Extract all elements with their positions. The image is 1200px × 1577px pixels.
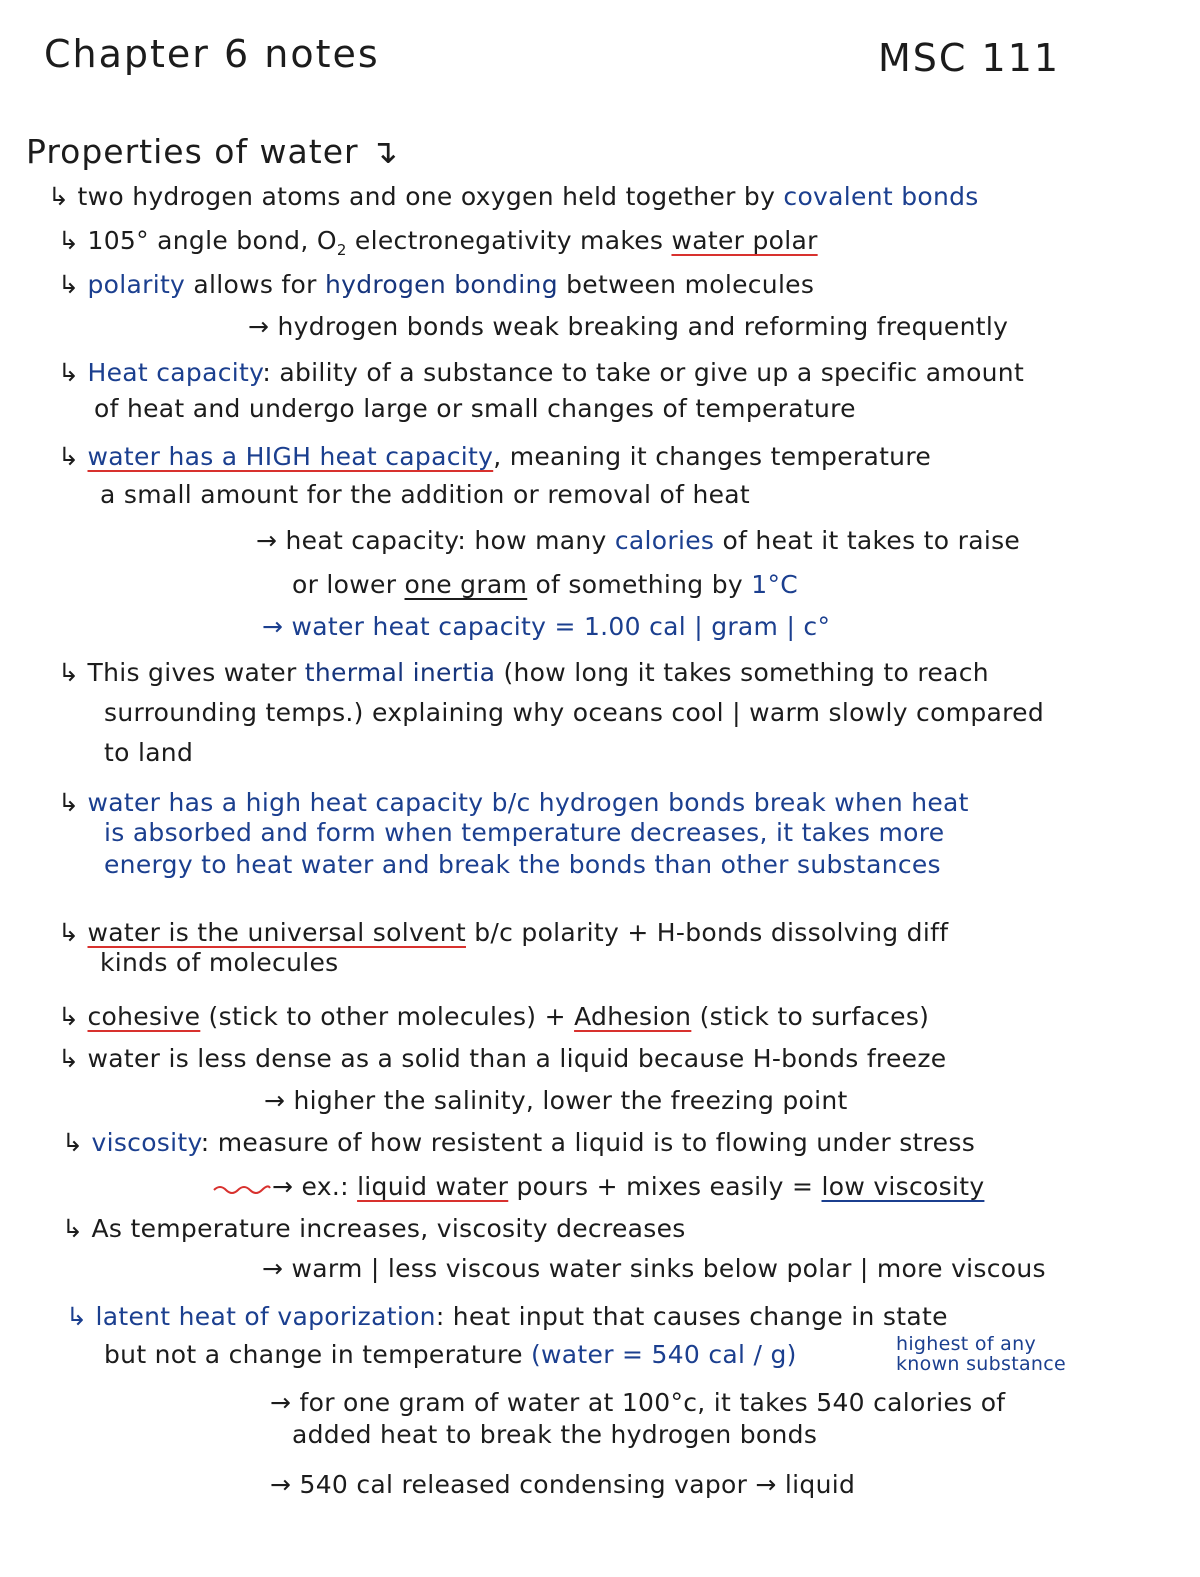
note-11-sub-text: ex.:: [301, 1172, 358, 1201]
note-2-highlight: water polar: [671, 226, 818, 255]
bullet-arrow-icon: ↳: [58, 358, 80, 387]
note-6-text-b: (how long it takes something to reach: [495, 658, 989, 687]
note-13-sub-2-text: 540 cal released condensing vapor: [299, 1470, 756, 1499]
bullet-arrow-icon: ↳: [62, 1214, 84, 1243]
down-arrow-icon: ↴: [370, 132, 399, 171]
note-13-sub-1: [270, 1388, 1005, 1418]
arrow-icon: →: [755, 1470, 777, 1499]
note-7-cont: is absorbed and form when temperature decreases, it takes more: [104, 818, 945, 847]
note-2-subscript: 2: [336, 241, 347, 259]
bullet-arrow-icon: ↳: [48, 182, 70, 211]
page-title: Chapter 6 notes: [44, 32, 380, 76]
note-13-sub-2: [270, 1470, 855, 1500]
note-4-text: : ability of a substance to take or give up a specific amount: [262, 358, 1025, 387]
note-2-text-b: electronegativity makes: [346, 226, 672, 255]
note-5-text: , meaning it changes temperature: [493, 442, 932, 471]
note-10: [58, 1044, 946, 1074]
section-heading-text: Properties of water: [26, 132, 359, 171]
note-13-sub-2-text-b: liquid: [776, 1470, 856, 1499]
note-5-cont: a small amount for the addition or removal of heat: [100, 480, 751, 509]
note-7: [58, 788, 969, 818]
note-9-term-cohesive: cohesive: [87, 1002, 201, 1031]
note-11-sub-highlight: low viscosity: [821, 1172, 985, 1201]
note-8: [58, 918, 948, 948]
note-1: [48, 182, 979, 212]
note-11-sub: [272, 1172, 984, 1202]
note-10-text: water is less dense as a solid than a liquid because H-bonds freeze: [87, 1044, 947, 1073]
arrow-icon: →: [256, 526, 278, 555]
note-12-text: As temperature increases, viscosity decreases: [91, 1214, 686, 1243]
note-9: [58, 1002, 929, 1032]
note-13: [66, 1302, 948, 1332]
note-5-sub-3-text: water heat capacity = 1.00 cal | gram | c°: [291, 612, 831, 641]
note-7-cont-2: energy to heat water and break the bonds than other substances: [104, 850, 941, 879]
note-13-sub-1-text: for one gram of water at 100°c, it takes 540 calories of: [299, 1388, 1006, 1417]
note-8-text: b/c polarity + H-bonds dissolving diff: [465, 918, 949, 947]
note-12: [62, 1214, 686, 1244]
bullet-arrow-icon: ↳: [62, 1128, 84, 1157]
note-6-cont-2: to land: [104, 738, 194, 767]
note-11-term: viscosity: [91, 1128, 201, 1157]
bullet-arrow-icon: ↳: [58, 442, 80, 471]
bullet-arrow-icon: ↳: [58, 226, 80, 255]
note-1-highlight: covalent bonds: [783, 182, 979, 211]
note-5-sub-1-text-b: of heat it takes to raise: [714, 526, 1021, 555]
note-13-side-note-2: known substance: [896, 1353, 1066, 1375]
note-6-text: This gives water: [87, 658, 305, 687]
red-squiggle-icon: [212, 1180, 272, 1200]
bullet-arrow-icon: ↳: [66, 1302, 88, 1331]
note-7-text: water has a high heat capacity b/c hydrogen bonds break when heat: [87, 788, 969, 817]
note-5: [58, 442, 931, 472]
note-5-sub-2-underlined: one gram: [404, 570, 528, 599]
note-3-sub-text: hydrogen bonds weak breaking and reforming frequently: [277, 312, 1009, 341]
note-4-cont: of heat and undergo large or small changes of temperature: [94, 394, 856, 423]
bullet-arrow-icon: ↳: [58, 788, 80, 817]
arrow-icon: →: [272, 1172, 294, 1201]
arrow-icon: →: [270, 1470, 292, 1499]
note-3-term: polarity: [87, 270, 186, 299]
note-5-sub-2-text-b: of something by: [527, 570, 752, 599]
note-13-text: : heat input that causes change in state: [435, 1302, 948, 1331]
arrow-icon: →: [262, 1254, 284, 1283]
note-5-sub-2-highlight: 1°C: [751, 570, 798, 599]
arrow-icon: →: [262, 612, 284, 641]
note-10-sub: [264, 1086, 848, 1116]
note-11-sub-text-b: pours + mixes easily =: [508, 1172, 822, 1201]
bullet-arrow-icon: ↳: [58, 1044, 80, 1073]
note-3-text: allows for: [185, 270, 325, 299]
note-10-sub-text: higher the salinity, lower the freezing point: [293, 1086, 848, 1115]
note-5-sub-1-highlight: calories: [614, 526, 715, 555]
course-code: MSC 111: [878, 36, 1061, 80]
note-5-sub-3: [262, 612, 830, 642]
bullet-arrow-icon: ↳: [58, 658, 80, 687]
arrow-icon: →: [264, 1086, 286, 1115]
note-11-sub-underlined: liquid water: [357, 1172, 509, 1201]
note-5-highlight: water has a HIGH heat capacity: [87, 442, 494, 471]
bullet-arrow-icon: ↳: [58, 270, 80, 299]
note-13-sub-1-cont: added heat to break the hydrogen bonds: [292, 1420, 818, 1449]
note-13-term: latent heat of vaporization: [95, 1302, 436, 1331]
note-5-sub-1-text: heat capacity: how many: [285, 526, 615, 555]
note-5-sub-2: [292, 570, 798, 600]
section-heading: [26, 132, 399, 172]
note-9-text: (stick to other molecules) +: [200, 1002, 575, 1031]
note-3-highlight: hydrogen bonding: [324, 270, 558, 299]
arrow-icon: →: [270, 1388, 292, 1417]
note-4: [58, 358, 1024, 388]
arrow-icon: →: [248, 312, 270, 341]
note-13-cont-text: but not a change in temperature: [104, 1340, 531, 1369]
bullet-arrow-icon: ↳: [58, 1002, 80, 1031]
note-3-text-b: between molecules: [557, 270, 815, 299]
note-4-term: Heat capacity: [87, 358, 263, 387]
note-13-highlight: (water = 540 cal / g): [531, 1340, 797, 1369]
note-2: [58, 226, 818, 265]
bullet-arrow-icon: ↳: [58, 918, 80, 947]
note-6-cont: surrounding temps.) explaining why oceans cool | warm slowly compared: [104, 698, 1044, 727]
note-12-sub-text: warm | less viscous water sinks below polar | more viscous: [291, 1254, 1046, 1283]
note-2-text: 105° angle bond, O: [87, 226, 337, 255]
note-3: [58, 270, 814, 300]
note-9-text-b: (stick to surfaces): [691, 1002, 930, 1031]
note-5-sub-2-text: or lower: [292, 570, 405, 599]
note-8-highlight: water is the universal solvent: [87, 918, 466, 947]
note-11: [62, 1128, 975, 1158]
note-6: [58, 658, 989, 688]
note-13-cont: [104, 1340, 797, 1370]
note-3-sub: [248, 312, 1008, 342]
note-5-sub-1: [256, 526, 1020, 556]
note-8-cont: kinds of molecules: [100, 948, 339, 977]
note-9-term-adhesion: Adhesion: [574, 1002, 692, 1031]
note-11-text: : measure of how resistent a liquid is to flowing under stress: [200, 1128, 976, 1157]
note-13-side-note: highest of any: [896, 1333, 1036, 1355]
note-6-highlight: thermal inertia: [304, 658, 496, 687]
note-1-text: two hydrogen atoms and one oxygen held together by: [77, 182, 784, 211]
note-12-sub: [262, 1254, 1046, 1284]
